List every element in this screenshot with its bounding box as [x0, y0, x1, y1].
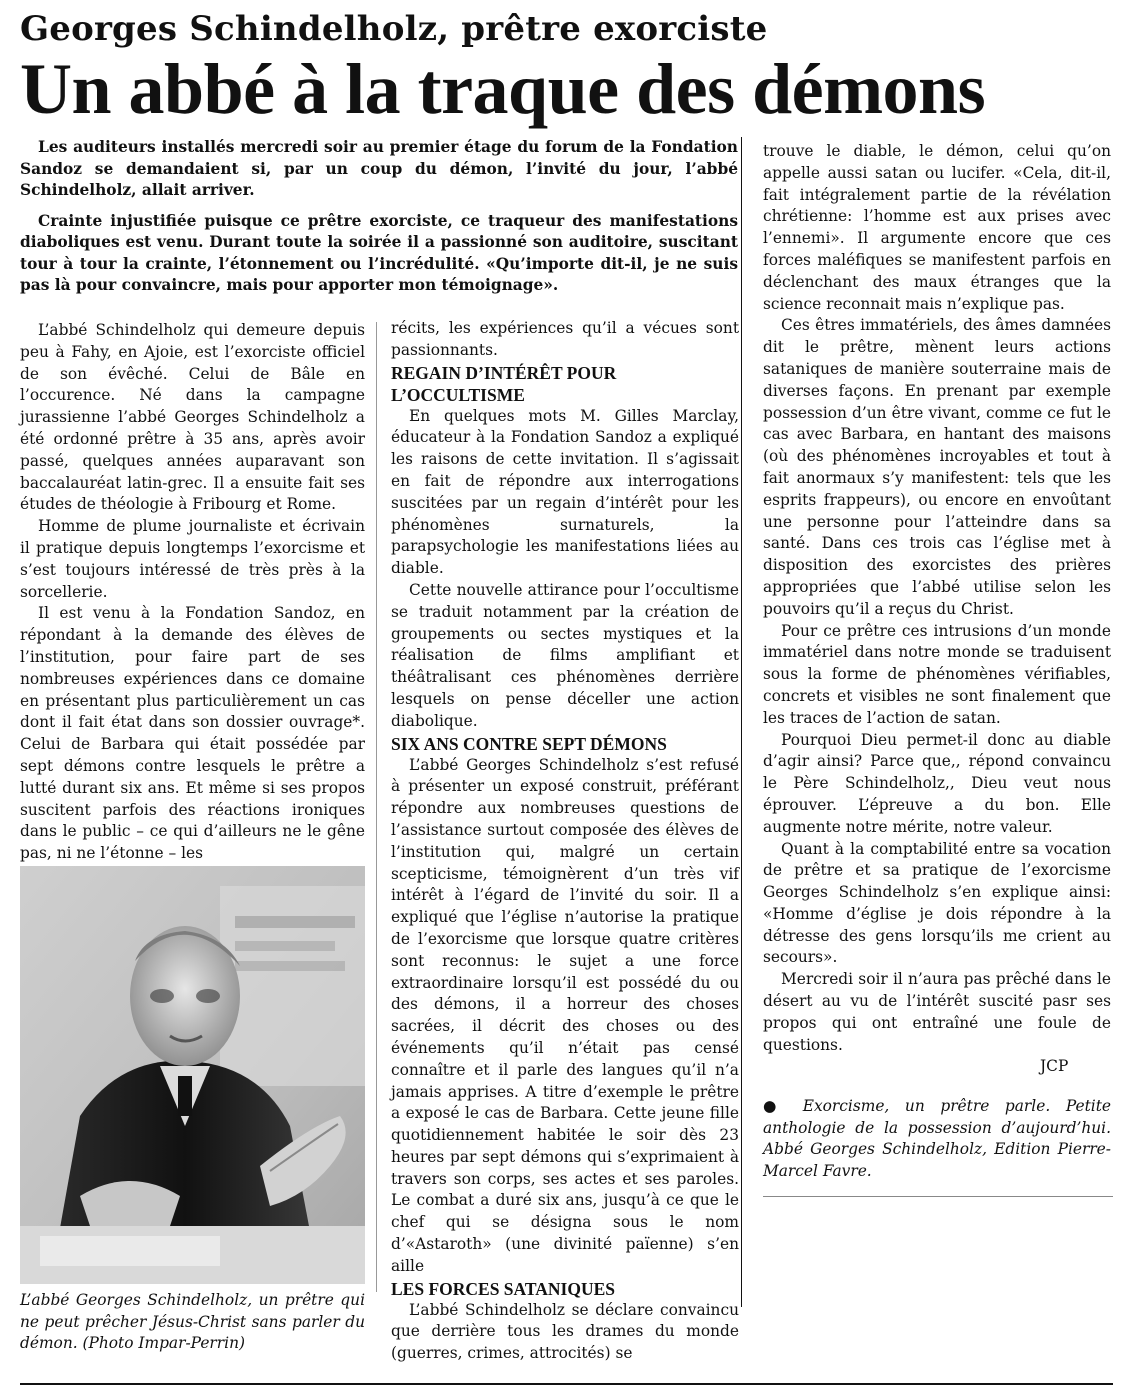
photo-caption: L’abbé Georges Schindelholz, un prêtre qui ne peut prêcher Jésus-Christ sans parler du démon. (Photo Impar-Perrin)	[20, 1291, 365, 1352]
book-reference-text: Exorcisme, un prêtre parle. Petite anthologie de la possession d’aujourd’hui. Abbé Georges Schindelholz, Edition Pierre-Marcel Favre.	[763, 1097, 1111, 1180]
column-rule-right	[741, 137, 742, 1307]
lead-paragraph: Crainte injustifiée puisque ce prêtre exorciste, ce traqueur des manifestations diaboliques est venu. Durant toute la soirée il a passionné son auditoire, suscitant tour à tour la crainte, l’étonnement ou l’incrédulité. «Qu’importe dit-il, je ne suis pas là pour convaincre, mais pour apporter mon témoignage».	[20, 211, 738, 294]
body-paragraph: L’abbé Schindelholz qui demeure depuis peu à Fahy, en Ajoie, est l’exorciste officiel de son évêché. Celui de Bâle en l’occurence. Né dans la campagne jurassienne l’abbé Georges Schindelholz a été ordonné prêtre à 35 ans, après avoir passé, quelques années auparavant son baccalauréat latin-grec. Il a ensuite fait ses études de théologie à Fribourg et Rome.	[20, 321, 365, 514]
column-2	[391, 318, 739, 1365]
bullet-icon: ●	[763, 1097, 788, 1115]
article-photo	[20, 866, 365, 1284]
body-paragraph: Pourquoi Dieu permet-il donc au diable d’agir ainsi? Parce que,, répond convaincu le Père Schindelholz,, Dieu veut nous éprouver. L’épreuve a du bon. Elle augmente notre mérite, notre valeur.	[763, 730, 1111, 836]
section-subhead: SIX ANS CONTRE SEPT DÉMONS	[391, 733, 667, 754]
body-paragraph: Il est venu à la Fondation Sandoz, en répondant à la demande des élèves de l’institution, pour faire part de ses nombreuses expériences dans ce domaine en présentant plus particulièrement un cas dont il fait état dans son dossier ouvrage*. Celui de Barbara qui était possédée par sept démons contre lesquels le prêtre a lutté durant six ans. Et même si ses propos suscitent parfois des réactions ironiques dans le public – ce qui d’ailleurs ne le gêne pas, ni ne l’étonne – les	[20, 604, 365, 863]
column-rule-left	[376, 322, 377, 1292]
body-paragraph: En quelques mots M. Gilles Marclay, éducateur à la Fondation Sandoz a expliqué les raisons de cette invitation. Il s’agissait en fait de répondre aux interrogations suscitées par un regain d’intérêt pour les phénomènes surnaturels, la parapsychologie les manifestations liées au diable.	[391, 406, 739, 578]
body-paragraph: Pour ce prêtre ces intrusions d’un monde immatériel dans notre monde se traduisent sous la forme de phénomènes vérifiables, concrets et visibles ne sont finalement que les traces de l’action de satan.	[763, 621, 1111, 727]
section-subhead: REGAIN D’INTÉRÊT POUR L’OCCULTISME	[391, 362, 617, 405]
column-3	[763, 141, 1111, 1056]
photo-illustration	[20, 866, 365, 1284]
article-lead	[20, 137, 738, 297]
article-headline: Un abbé à la traque des démons	[20, 49, 986, 129]
body-paragraph: trouve le diable, le démon, celui qu’on appelle aussi satan ou lucifer. «Cela, dit-il, fait intégralement partie de la révélation chrétienne: l’homme est aux prises avec l’ennemi». Il argumente encore que ces forces maléfiques se manifestent parfois en déclenchant des maux étranges que la science reconnait mais n’explique pas.	[763, 142, 1111, 313]
body-paragraph: Homme de plume journaliste et écrivain il pratique depuis longtemps l’exorcisme et s’est toujours intéressé de très près à la sorcellerie.	[20, 517, 365, 601]
note-rule	[763, 1196, 1113, 1197]
author-signature: JCP	[1040, 1057, 1069, 1075]
article-kicker: Georges Schindelholz, prêtre exorciste	[20, 9, 768, 49]
body-paragraph: récits, les expériences qu’il a vécues sont passionnants.	[391, 319, 739, 359]
column-1	[20, 320, 365, 865]
body-paragraph: Ces êtres immatériels, des âmes damnées dit le prêtre, mènent leurs actions sataniques de manière souterraine mais de diverses façons. En prenant par exemple possession d’un être vivant, comme ce fut le cas avec Barbara, en hantant des maisons (où des phénomènes incroyables et tout à fait anormaux s’y manifestent: tels que les esprits frappeurs), ou encore en envoûtant une personne pour l’atteindre dans sa santé. Dans ces trois cas l’église met à disposition des exorcistes des prières appropriées que l’abbé utilise selon les pouvoirs qu’il a reçus du Christ.	[763, 316, 1111, 618]
body-paragraph: Mercredi soir il n’aura pas prêché dans le désert au vu de l’intérêt suscité pasr ses propos qui ont entraîné une foule de questions.	[763, 970, 1111, 1054]
body-paragraph: L’abbé Schindelholz se déclare convaincu que derrière tous les drames du monde (guerres, crimes, attrocités) se	[391, 1300, 739, 1363]
body-paragraph: Cette nouvelle attirance pour l’occultisme se traduit notamment par la création de groupements ou sectes mystiques et la réalisation de films amplifiant et théâtralisant ces phénomènes derrière lesquels on pense déceller une action diabolique.	[391, 580, 739, 730]
bottom-rule	[20, 1383, 1113, 1385]
book-reference-note	[763, 1096, 1111, 1182]
body-paragraph: Quant à la comptabilité entre sa vocation de prêtre et sa pratique de l’exorcisme Georges Schindelholz s’en explique ainsi: «Homme d’église je dois répondre à la détresse des gens lorsqu’ils me crient au secours».	[763, 839, 1111, 967]
lead-paragraph: Les auditeurs installés mercredi soir au premier étage du forum de la Fondation Sandoz se demandaient si, par un coup du démon, l’invité du jour, l’abbé Schindelholz, allait arriver.	[20, 138, 738, 199]
section-subhead: LES FORCES SATANIQUES	[391, 1278, 615, 1299]
body-paragraph: L’abbé Georges Schindelholz s’est refusé à présenter un exposé construit, préférant répondre aux nombreuses questions de l’assistance surtout composée des élèves de l’institution qui, malgré un certain scepticisme, témoignèrent d’un très vif intérêt à l’égard de l’invité du soir. Il a expliqué que l’église n’autorise la pratique de l’exorcisme que lorsque quatre critères sont reconnus: le sujet a une force extraordinaire lorsqu’il est possédé du ou des démons, il a horreur des choses sacrées, il décrit des choses ou des événements qu’il n’était pas censé connaître et il parle des langues qu’il n’a jamais apprises. A titre d’exemple le prêtre a exposé le cas de Barbara. Cette jeune fille quotidiennement habitée le soir dès 23 heures par sept démons qui s’exprimaient à travers son corps, ses actes et ses paroles. Le combat a duré six ans, jusqu’à ce que le chef qui se désigna sous le nom d’«Astaroth» (une divinité païenne) s’en aille	[391, 755, 739, 1275]
